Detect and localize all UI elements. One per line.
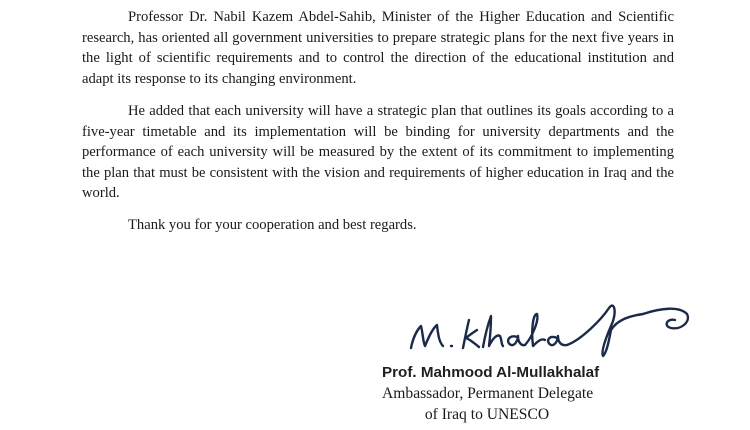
letter-paragraph-2: He added that each university will have a strategic plan that outlines its goals according to a five-year timetable and its implementation will be binding for university departments and the performance of each university will be measured by the extent of its commitment to implementing the plan that must be consistent with the vision and requirements of higher education in Iraq and the world. (82, 103, 674, 202)
signatory-affiliation: of Iraq to UNESCO (424, 406, 550, 423)
letter-paragraph-1: Professor Dr. Nabil Kazem Abdel-Sahib, Minister of the Higher Education and Scientific research, has oriented all government universities to prepare strategic plans for the next five years in the light of scientific requirements and to control the direction of the educational institution and adapt its response to its changing environment. (82, 9, 674, 87)
handwritten-signature (405, 290, 695, 360)
signatory-title: Ambassador, Permanent Delegate (382, 385, 594, 402)
closing-line: Thank you for your cooperation and best regards. (128, 217, 417, 233)
signatory-name: Prof. Mahmood Al-Mullakhalaf (382, 364, 600, 381)
signature-block (382, 362, 600, 425)
